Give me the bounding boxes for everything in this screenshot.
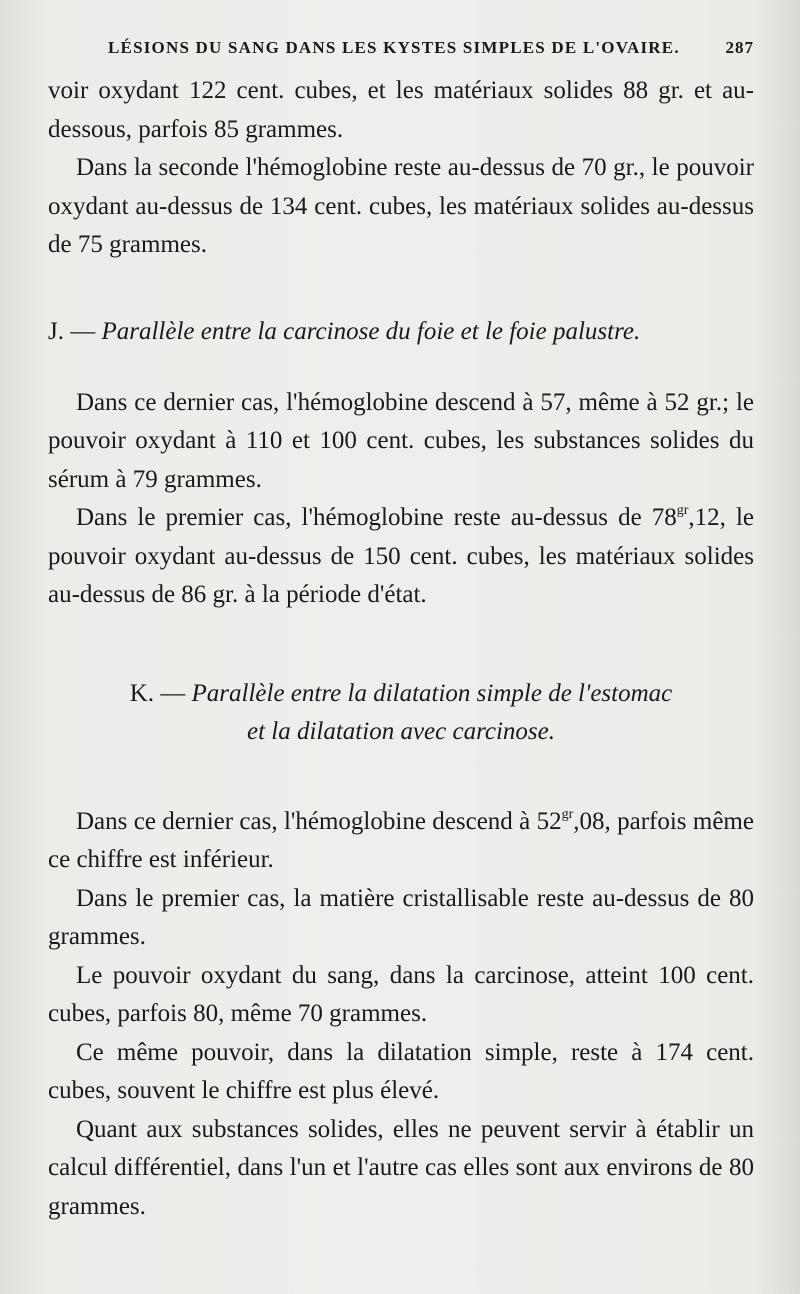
section-heading-j [48,313,754,351]
running-head [48,38,754,62]
paragraph-text: Dans ce dernier cas, l'hémoglobine descend à 52 [76,807,562,835]
section-label: J. — [48,317,96,345]
running-title: LÉSIONS DU SANG DANS LES KYSTES SIMPLES DE L'OVAIRE. [108,38,680,57]
paragraph-text: Dans le premier cas, l'hémoglobine reste au-dessus de 78 [76,504,677,531]
section-title-line2: et la dilatation avec carcinose. [246,717,556,745]
unit-superscript: gr [676,503,689,518]
paragraph: Quant aux substances solides, elles ne peuvent servir à établir un calcul différentiel, dans l'un et l'autre cas elles sont aux environs de 80 grammes. [48,1115,754,1220]
paragraph: Ce même pouvoir, dans la dilatation simple, reste à 174 cent. cubes, souvent le chiffre est plus élevé. [48,1038,754,1104]
paragraph-continuation: voir oxydant 122 cent. cubes, et les matériaux solides 88 gr. et au-dessous, parfois 85 grammes. [48,77,754,143]
section-title: Parallèle entre la dilatation simple de l'estomac [191,679,673,707]
paragraph [48,499,754,615]
section-heading-k [48,675,754,751]
section-title: Parallèle entre la carcinose du foie et le foie palustre. [101,317,641,345]
paragraph-text: ,08, parfois même ce chiffre est inférieur. [48,807,754,873]
paragraph: Dans le premier cas, la matière cristallisable reste au-dessus de 80 grammes. [48,884,754,950]
paragraph: Le pouvoir oxydant du sang, dans la carcinose, atteint 100 cent. cubes, parfois 80, même 70 grammes. [48,961,754,1027]
paragraph: Dans la seconde l'hémoglobine reste au-dessus de 70 gr., le pouvoir oxydant au-dessus de 134 cent. cubes, les matériaux solides au-dessus de 75 grammes. [48,154,754,258]
paragraph-text: ,12, le pouvoir oxydant au-dessus de 150 cent. cubes, les matériaux solides au-dessus de 86 gr. à la période d'état. [48,504,754,608]
body-text [48,72,754,1226]
paragraph [48,803,754,880]
section-label: K. — [129,679,186,707]
unit-superscript: gr [561,806,574,822]
paragraph: Dans ce dernier cas, l'hémoglobine descend à 57, même à 52 gr.; le pouvoir oxydant à 110 et 100 cent. cubes, les substances solides du sérum à 79 grammes. [48,388,754,493]
page-number: 287 [725,38,754,57]
